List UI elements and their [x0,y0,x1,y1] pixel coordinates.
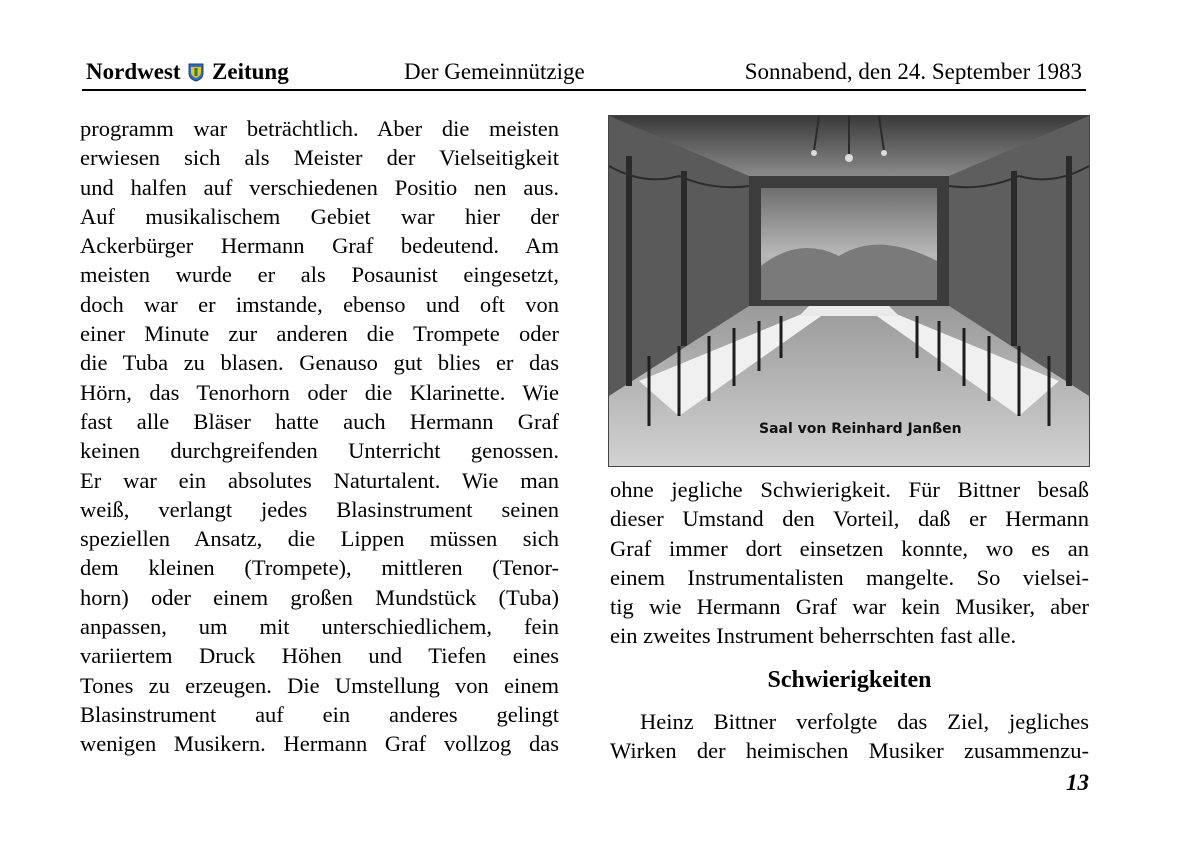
text-line: fast alle Bläser hatte auch Hermann Graf [80,408,559,434]
text-line: meisten wurde er als Posaunist eingesetzt, [80,262,559,288]
issue-date: Sonnabend, den 24. September 1983 [744,59,1082,84]
issue-title: Der Gemeinnützige [404,59,585,84]
masthead [86,57,289,87]
text-line: Er war ein absolutes Naturtalent. Wie man [80,467,559,493]
text-line: erwiesen sich als Meister der Vielseitigkeit [80,145,559,171]
hall-photo-illustration [609,116,1089,466]
text-line: ohne jegliche Schwierigkeit. Für Bittner besaß [610,477,1089,502]
text-line: Heinz Bittner verfolgte das Ziel, jegliches [640,709,1089,734]
article-column-right [610,475,1089,651]
section-heading: Schwierigkeiten [767,667,932,693]
text-line: dem kleinen (Trompete), mittleren (Tenor- [80,555,559,581]
page-header [82,57,1086,91]
text-line: wenigen Musikern. Hermann Graf vollzog das [80,731,559,757]
text-line: Wirken der heimischen Musiker zusammenzu- [610,738,1089,764]
text-line: einer Minute zur anderen die Trompete oder [80,321,559,347]
text-line: Hörn, das Tenorhorn oder die Klarinette. Wie [80,379,559,405]
text-line: weiß, verlangt jedes Blasinstrument seinen [80,496,559,522]
text-line: Auf musikalischem Gebiet war hier der [80,203,559,229]
text-line: ein zweites Instrument beherrschten fast alle. [610,623,1017,649]
text-line: einem Instrumentalisten mangelte. So vielsei- [610,564,1089,590]
masthead-left: Nordwest [86,59,181,84]
article-column-left [80,114,559,759]
photo-caption: Saal von Reinhard Janßen [759,421,962,437]
text-line: Graf immer dort einsetzen konnte, wo es an [610,535,1089,561]
text-line: anpassen, um mit unterschiedlichem, fein [80,614,559,640]
text-line: und halfen auf verschiedenen Positio nen aus. [80,174,559,200]
hall-photo [608,115,1090,467]
text-line: doch war er imstande, ebenso und oft von [80,291,559,317]
text-line: die Tuba zu blasen. Genauso gut blies er das [80,350,559,376]
text-line: Tones zu erzeugen. Die Umstellung von einem [80,672,559,698]
masthead-right: Zeitung [212,59,289,84]
text-line: tig wie Hermann Graf war kein Musiker, aber [610,594,1089,620]
text-line: horn) oder einem großen Mundstück (Tuba) [80,584,559,610]
text-line: variiertem Druck Höhen und Tiefen eines [80,643,559,669]
text-line: dieser Umstand den Vorteil, daß er Hermann [610,506,1089,532]
page-number: 13 [1066,770,1089,795]
crest-icon [188,63,204,82]
text-line: Ackerbürger Hermann Graf bedeutend. Am [80,233,559,259]
text-line: keinen durchgreifenden Unterricht genossen. [80,438,559,464]
text-line: speziellen Ansatz, die Lippen müssen sich [80,526,559,552]
text-line: Blasinstrument auf ein anderes gelingt [80,701,559,727]
text-line: programm war beträchtlich. Aber die meisten [80,116,559,141]
article-column-right-continued [610,707,1089,766]
